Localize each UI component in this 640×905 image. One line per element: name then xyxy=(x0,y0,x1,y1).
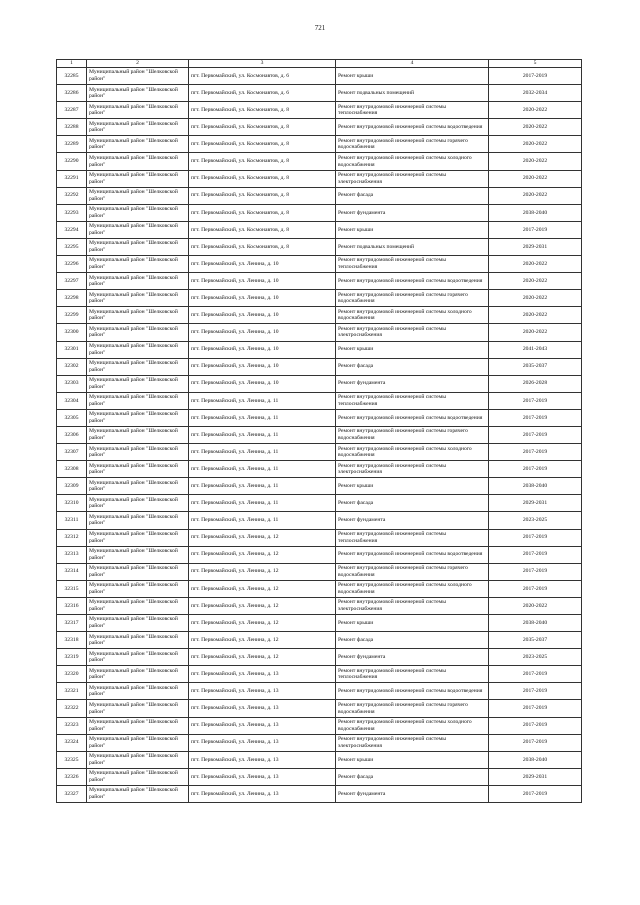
period-cell: 2035-2037 xyxy=(489,358,582,375)
table-row xyxy=(57,666,582,683)
table-row xyxy=(57,632,582,649)
row-number-cell: 32308 xyxy=(57,461,87,478)
row-number-cell: 32310 xyxy=(57,495,87,512)
address-cell: пгт. Первомайский, ул. Космонавтов, д. 8 xyxy=(189,119,336,136)
address-cell: пгт. Первомайский, ул. Космонавтов, д. 8 xyxy=(189,204,336,221)
period-cell: 2035-2037 xyxy=(489,632,582,649)
table-row xyxy=(57,290,582,307)
address-cell: пгт. Первомайский, ул. Ленина, д. 11 xyxy=(189,478,336,495)
work-type-cell: Ремонт внутридомовой инженерной системы электроснабжения xyxy=(336,461,489,478)
table-row xyxy=(57,785,582,802)
table-row xyxy=(57,649,582,666)
work-type-cell: Ремонт внутридомовой инженерной системы теплоснабжения xyxy=(336,529,489,546)
period-cell: 2017-2019 xyxy=(489,221,582,238)
row-number-cell: 32326 xyxy=(57,768,87,785)
municipality-cell: Муниципальный район "Шелковской район" xyxy=(87,68,189,85)
row-number-cell: 32298 xyxy=(57,290,87,307)
row-number-cell: 32300 xyxy=(57,324,87,341)
work-type-cell: Ремонт крыши xyxy=(336,221,489,238)
municipality-cell: Муниципальный район "Шелковской район" xyxy=(87,341,189,358)
repair-schedule-table xyxy=(56,59,582,803)
period-cell: 2032-2034 xyxy=(489,85,582,102)
address-cell: пгт. Первомайский, ул. Ленина, д. 12 xyxy=(189,529,336,546)
table-row xyxy=(57,358,582,375)
municipality-cell: Муниципальный район "Шелковской район" xyxy=(87,290,189,307)
municipality-cell: Муниципальный район "Шелковской район" xyxy=(87,666,189,683)
row-number-cell: 32297 xyxy=(57,273,87,290)
table-row xyxy=(57,546,582,563)
row-number-cell: 32291 xyxy=(57,170,87,187)
row-number-cell: 32305 xyxy=(57,409,87,426)
period-cell: 2038-2040 xyxy=(489,615,582,632)
period-cell: 2017-2019 xyxy=(489,529,582,546)
work-type-cell: Ремонт фундамента xyxy=(336,204,489,221)
work-type-cell: Ремонт фасада xyxy=(336,495,489,512)
table-row xyxy=(57,683,582,700)
period-cell: 2038-2040 xyxy=(489,478,582,495)
work-type-cell: Ремонт внутридомовой инженерной системы водоотведения xyxy=(336,546,489,563)
address-cell: пгт. Первомайский, ул. Ленина, д. 12 xyxy=(189,597,336,614)
table-row xyxy=(57,273,582,290)
table-header-row xyxy=(57,60,582,68)
work-type-cell: Ремонт внутридомовой инженерной системы теплоснабжения xyxy=(336,392,489,409)
row-number-cell: 32288 xyxy=(57,119,87,136)
address-cell: пгт. Первомайский, ул. Ленина, д. 11 xyxy=(189,512,336,529)
address-cell: пгт. Первомайский, ул. Ленина, д. 11 xyxy=(189,495,336,512)
table-row xyxy=(57,341,582,358)
address-cell: пгт. Первомайский, ул. Ленина, д. 10 xyxy=(189,290,336,307)
municipality-cell: Муниципальный район "Шелковской район" xyxy=(87,632,189,649)
period-cell: 2017-2019 xyxy=(489,785,582,802)
work-type-cell: Ремонт фасада xyxy=(336,187,489,204)
row-number-cell: 32290 xyxy=(57,153,87,170)
address-cell: пгт. Первомайский, ул. Ленина, д. 10 xyxy=(189,341,336,358)
work-type-cell: Ремонт внутридомовой инженерной системы водоотведения xyxy=(336,683,489,700)
row-number-cell: 32307 xyxy=(57,444,87,461)
address-cell: пгт. Первомайский, ул. Космонавтов, д. 8 xyxy=(189,170,336,187)
municipality-cell: Муниципальный район "Шелковской район" xyxy=(87,751,189,768)
row-number-cell: 32327 xyxy=(57,785,87,802)
municipality-cell: Муниципальный район "Шелковской район" xyxy=(87,102,189,119)
work-type-cell: Ремонт фасада xyxy=(336,632,489,649)
address-cell: пгт. Первомайский, ул. Ленина, д. 12 xyxy=(189,563,336,580)
row-number-cell: 32313 xyxy=(57,546,87,563)
period-cell: 2020-2022 xyxy=(489,153,582,170)
address-cell: пгт. Первомайский, ул. Ленина, д. 13 xyxy=(189,734,336,751)
municipality-cell: Муниципальный район "Шелковской район" xyxy=(87,768,189,785)
address-cell: пгт. Первомайский, ул. Ленина, д. 10 xyxy=(189,324,336,341)
table-row xyxy=(57,461,582,478)
work-type-cell: Ремонт внутридомовой инженерной системы теплоснабжения xyxy=(336,666,489,683)
row-number-cell: 32316 xyxy=(57,597,87,614)
table-row xyxy=(57,221,582,238)
period-cell: 2017-2019 xyxy=(489,426,582,443)
work-type-cell: Ремонт внутридомовой инженерной системы горячего водоснабжения xyxy=(336,290,489,307)
municipality-cell: Муниципальный район "Шелковской район" xyxy=(87,153,189,170)
period-cell: 2017-2019 xyxy=(489,68,582,85)
period-cell: 2038-2040 xyxy=(489,204,582,221)
period-cell: 2017-2019 xyxy=(489,546,582,563)
municipality-cell: Муниципальный район "Шелковской район" xyxy=(87,649,189,666)
work-type-cell: Ремонт подвальных помещений xyxy=(336,238,489,255)
column-header-1: 1 xyxy=(57,60,87,68)
address-cell: пгт. Первомайский, ул. Космонавтов, д. 8 xyxy=(189,153,336,170)
table-row xyxy=(57,751,582,768)
municipality-cell: Муниципальный район "Шелковской район" xyxy=(87,136,189,153)
table-row xyxy=(57,734,582,751)
municipality-cell: Муниципальный район "Шелковской район" xyxy=(87,700,189,717)
row-number-cell: 32321 xyxy=(57,683,87,700)
work-type-cell: Ремонт внутридомовой инженерной системы горячего водоснабжения xyxy=(336,136,489,153)
municipality-cell: Муниципальный район "Шелковской район" xyxy=(87,204,189,221)
row-number-cell: 32309 xyxy=(57,478,87,495)
column-header-5: 5 xyxy=(489,60,582,68)
municipality-cell: Муниципальный район "Шелковской район" xyxy=(87,563,189,580)
page-number: 721 xyxy=(314,24,326,32)
table-row xyxy=(57,238,582,255)
address-cell: пгт. Первомайский, ул. Ленина, д. 13 xyxy=(189,768,336,785)
municipality-cell: Муниципальный район "Шелковской район" xyxy=(87,580,189,597)
municipality-cell: Муниципальный район "Шелковской район" xyxy=(87,461,189,478)
table-row xyxy=(57,256,582,273)
table-row xyxy=(57,409,582,426)
row-number-cell: 32286 xyxy=(57,85,87,102)
period-cell: 2020-2022 xyxy=(489,290,582,307)
row-number-cell: 32312 xyxy=(57,529,87,546)
work-type-cell: Ремонт внутридомовой инженерной системы холодного водоснабжения xyxy=(336,717,489,734)
municipality-cell: Муниципальный район "Шелковской район" xyxy=(87,683,189,700)
work-type-cell: Ремонт внутридомовой инженерной системы горячего водоснабжения xyxy=(336,426,489,443)
work-type-cell: Ремонт внутридомовой инженерной системы холодного водоснабжения xyxy=(336,580,489,597)
table-row xyxy=(57,324,582,341)
row-number-cell: 32285 xyxy=(57,68,87,85)
period-cell: 2017-2019 xyxy=(489,683,582,700)
row-number-cell: 32311 xyxy=(57,512,87,529)
work-type-cell: Ремонт внутридомовой инженерной системы теплоснабжения xyxy=(336,102,489,119)
row-number-cell: 32322 xyxy=(57,700,87,717)
period-cell: 2029-2031 xyxy=(489,495,582,512)
column-header-2: 2 xyxy=(87,60,189,68)
period-cell: 2020-2022 xyxy=(489,119,582,136)
period-cell: 2017-2019 xyxy=(489,666,582,683)
municipality-cell: Муниципальный район "Шелковской район" xyxy=(87,85,189,102)
row-number-cell: 32287 xyxy=(57,102,87,119)
period-cell: 2017-2019 xyxy=(489,700,582,717)
table-row xyxy=(57,153,582,170)
table-row xyxy=(57,495,582,512)
period-cell: 2017-2019 xyxy=(489,409,582,426)
municipality-cell: Муниципальный район "Шелковской район" xyxy=(87,170,189,187)
municipality-cell: Муниципальный район "Шелковской район" xyxy=(87,324,189,341)
table-row xyxy=(57,85,582,102)
table-row xyxy=(57,478,582,495)
work-type-cell: Ремонт подвальных помещений xyxy=(336,85,489,102)
period-cell: 2029-2031 xyxy=(489,768,582,785)
municipality-cell: Муниципальный район "Шелковской район" xyxy=(87,187,189,204)
work-type-cell: Ремонт внутридомовой инженерной системы водоотведения xyxy=(336,119,489,136)
address-cell: пгт. Первомайский, ул. Ленина, д. 11 xyxy=(189,409,336,426)
work-type-cell: Ремонт крыши xyxy=(336,68,489,85)
table-row xyxy=(57,187,582,204)
period-cell: 2017-2019 xyxy=(489,717,582,734)
address-cell: пгт. Первомайский, ул. Космонавтов, д. 6 xyxy=(189,68,336,85)
work-type-cell: Ремонт внутридомовой инженерной системы электроснабжения xyxy=(336,734,489,751)
row-number-cell: 32303 xyxy=(57,375,87,392)
municipality-cell: Муниципальный район "Шелковской район" xyxy=(87,444,189,461)
table-row xyxy=(57,307,582,324)
work-type-cell: Ремонт фундамента xyxy=(336,512,489,529)
row-number-cell: 32318 xyxy=(57,632,87,649)
work-type-cell: Ремонт внутридомовой инженерной системы водоотведения xyxy=(336,273,489,290)
work-type-cell: Ремонт внутридомовой инженерной системы электроснабжения xyxy=(336,170,489,187)
table-row xyxy=(57,375,582,392)
row-number-cell: 32289 xyxy=(57,136,87,153)
work-type-cell: Ремонт внутридомовой инженерной системы холодного водоснабжения xyxy=(336,444,489,461)
row-number-cell: 32323 xyxy=(57,717,87,734)
row-number-cell: 32295 xyxy=(57,238,87,255)
work-type-cell: Ремонт внутридомовой инженерной системы водоотведения xyxy=(336,409,489,426)
address-cell: пгт. Первомайский, ул. Ленина, д. 10 xyxy=(189,273,336,290)
table-row xyxy=(57,392,582,409)
work-type-cell: Ремонт крыши xyxy=(336,478,489,495)
table-row xyxy=(57,717,582,734)
row-number-cell: 32325 xyxy=(57,751,87,768)
municipality-cell: Муниципальный район "Шелковской район" xyxy=(87,426,189,443)
period-cell: 2020-2022 xyxy=(489,102,582,119)
row-number-cell: 32304 xyxy=(57,392,87,409)
period-cell: 2020-2022 xyxy=(489,324,582,341)
table-row xyxy=(57,204,582,221)
row-number-cell: 32320 xyxy=(57,666,87,683)
work-type-cell: Ремонт внутридомовой инженерной системы холодного водоснабжения xyxy=(336,307,489,324)
row-number-cell: 32296 xyxy=(57,256,87,273)
address-cell: пгт. Первомайский, ул. Ленина, д. 10 xyxy=(189,256,336,273)
municipality-cell: Муниципальный район "Шелковской район" xyxy=(87,785,189,802)
work-type-cell: Ремонт внутридомовой инженерной системы горячего водоснабжения xyxy=(336,563,489,580)
table-row xyxy=(57,512,582,529)
address-cell: пгт. Первомайский, ул. Космонавтов, д. 8 xyxy=(189,238,336,255)
period-cell: 2038-2040 xyxy=(489,751,582,768)
address-cell: пгт. Первомайский, ул. Ленина, д. 13 xyxy=(189,785,336,802)
municipality-cell: Муниципальный район "Шелковской район" xyxy=(87,478,189,495)
work-type-cell: Ремонт внутридомовой инженерной системы горячего водоснабжения xyxy=(336,700,489,717)
column-header-3: 3 xyxy=(189,60,336,68)
row-number-cell: 32299 xyxy=(57,307,87,324)
municipality-cell: Муниципальный район "Шелковской район" xyxy=(87,358,189,375)
address-cell: пгт. Первомайский, ул. Космонавтов, д. 6 xyxy=(189,85,336,102)
municipality-cell: Муниципальный район "Шелковской район" xyxy=(87,256,189,273)
period-cell: 2041-2043 xyxy=(489,341,582,358)
municipality-cell: Муниципальный район "Шелковской район" xyxy=(87,273,189,290)
table-row xyxy=(57,597,582,614)
municipality-cell: Муниципальный район "Шелковской район" xyxy=(87,597,189,614)
municipality-cell: Муниципальный район "Шелковской район" xyxy=(87,392,189,409)
address-cell: пгт. Первомайский, ул. Ленина, д. 10 xyxy=(189,307,336,324)
row-number-cell: 32306 xyxy=(57,426,87,443)
municipality-cell: Муниципальный район "Шелковской район" xyxy=(87,512,189,529)
municipality-cell: Муниципальный район "Шелковской район" xyxy=(87,717,189,734)
period-cell: 2017-2019 xyxy=(489,461,582,478)
address-cell: пгт. Первомайский, ул. Космонавтов, д. 8 xyxy=(189,136,336,153)
municipality-cell: Муниципальный район "Шелковской район" xyxy=(87,409,189,426)
municipality-cell: Муниципальный район "Шелковской район" xyxy=(87,221,189,238)
row-number-cell: 32302 xyxy=(57,358,87,375)
period-cell: 2020-2022 xyxy=(489,307,582,324)
address-cell: пгт. Первомайский, ул. Ленина, д. 12 xyxy=(189,580,336,597)
address-cell: пгт. Первомайский, ул. Ленина, д. 13 xyxy=(189,683,336,700)
work-type-cell: Ремонт крыши xyxy=(336,615,489,632)
municipality-cell: Муниципальный район "Шелковской район" xyxy=(87,238,189,255)
table-row xyxy=(57,529,582,546)
work-type-cell: Ремонт крыши xyxy=(336,341,489,358)
municipality-cell: Муниципальный район "Шелковской район" xyxy=(87,615,189,632)
work-type-cell: Ремонт фасада xyxy=(336,358,489,375)
address-cell: пгт. Первомайский, ул. Ленина, д. 13 xyxy=(189,666,336,683)
work-type-cell: Ремонт внутридомовой инженерной системы теплоснабжения xyxy=(336,256,489,273)
work-type-cell: Ремонт внутридомовой инженерной системы электроснабжения xyxy=(336,324,489,341)
address-cell: пгт. Первомайский, ул. Ленина, д. 11 xyxy=(189,426,336,443)
period-cell: 2020-2022 xyxy=(489,597,582,614)
row-number-cell: 32315 xyxy=(57,580,87,597)
table-row xyxy=(57,170,582,187)
period-cell: 2020-2022 xyxy=(489,256,582,273)
table-row xyxy=(57,768,582,785)
table-row xyxy=(57,119,582,136)
municipality-cell: Муниципальный район "Шелковской район" xyxy=(87,529,189,546)
municipality-cell: Муниципальный район "Шелковской район" xyxy=(87,546,189,563)
period-cell: 2017-2019 xyxy=(489,580,582,597)
row-number-cell: 32314 xyxy=(57,563,87,580)
table-row xyxy=(57,102,582,119)
period-cell: 2023-2025 xyxy=(489,649,582,666)
work-type-cell: Ремонт фундамента xyxy=(336,649,489,666)
municipality-cell: Муниципальный район "Шелковской район" xyxy=(87,734,189,751)
table-row xyxy=(57,580,582,597)
table-row xyxy=(57,563,582,580)
work-type-cell: Ремонт фасада xyxy=(336,768,489,785)
table-body xyxy=(57,68,582,803)
address-cell: пгт. Первомайский, ул. Ленина, д. 12 xyxy=(189,632,336,649)
address-cell: пгт. Первомайский, ул. Ленина, д. 12 xyxy=(189,546,336,563)
period-cell: 2017-2019 xyxy=(489,392,582,409)
address-cell: пгт. Первомайский, ул. Ленина, д. 13 xyxy=(189,717,336,734)
row-number-cell: 32319 xyxy=(57,649,87,666)
address-cell: пгт. Первомайский, ул. Ленина, д. 10 xyxy=(189,375,336,392)
address-cell: пгт. Первомайский, ул. Ленина, д. 10 xyxy=(189,358,336,375)
address-cell: пгт. Первомайский, ул. Космонавтов, д. 8 xyxy=(189,221,336,238)
period-cell: 2017-2019 xyxy=(489,734,582,751)
work-type-cell: Ремонт внутридомовой инженерной системы холодного водоснабжения xyxy=(336,153,489,170)
period-cell: 2020-2022 xyxy=(489,273,582,290)
work-type-cell: Ремонт крыши xyxy=(336,751,489,768)
address-cell: пгт. Первомайский, ул. Ленина, д. 13 xyxy=(189,700,336,717)
address-cell: пгт. Первомайский, ул. Ленина, д. 11 xyxy=(189,392,336,409)
address-cell: пгт. Первомайский, ул. Ленина, д. 11 xyxy=(189,444,336,461)
column-header-4: 4 xyxy=(336,60,489,68)
address-cell: пгт. Первомайский, ул. Ленина, д. 13 xyxy=(189,751,336,768)
work-type-cell: Ремонт фундамента xyxy=(336,375,489,392)
row-number-cell: 32301 xyxy=(57,341,87,358)
work-type-cell: Ремонт внутридомовой инженерной системы электроснабжения xyxy=(336,597,489,614)
table-row xyxy=(57,68,582,85)
period-cell: 2023-2025 xyxy=(489,512,582,529)
period-cell: 2017-2019 xyxy=(489,563,582,580)
table-row xyxy=(57,444,582,461)
table-row xyxy=(57,700,582,717)
address-cell: пгт. Первомайский, ул. Космонавтов, д. 8 xyxy=(189,102,336,119)
period-cell: 2026-2028 xyxy=(489,375,582,392)
period-cell: 2029-2031 xyxy=(489,238,582,255)
row-number-cell: 32317 xyxy=(57,615,87,632)
row-number-cell: 32293 xyxy=(57,204,87,221)
address-cell: пгт. Первомайский, ул. Космонавтов, д. 8 xyxy=(189,187,336,204)
address-cell: пгт. Первомайский, ул. Ленина, д. 11 xyxy=(189,461,336,478)
table-row xyxy=(57,136,582,153)
work-type-cell: Ремонт фундамента xyxy=(336,785,489,802)
period-cell: 2020-2022 xyxy=(489,187,582,204)
table-row xyxy=(57,426,582,443)
row-number-cell: 32294 xyxy=(57,221,87,238)
address-cell: пгт. Первомайский, ул. Ленина, д. 12 xyxy=(189,649,336,666)
municipality-cell: Муниципальный район "Шелковской район" xyxy=(87,307,189,324)
period-cell: 2020-2022 xyxy=(489,136,582,153)
period-cell: 2020-2022 xyxy=(489,170,582,187)
address-cell: пгт. Первомайский, ул. Ленина, д. 12 xyxy=(189,615,336,632)
municipality-cell: Муниципальный район "Шелковской район" xyxy=(87,119,189,136)
row-number-cell: 32292 xyxy=(57,187,87,204)
table-row xyxy=(57,615,582,632)
row-number-cell: 32324 xyxy=(57,734,87,751)
period-cell: 2017-2019 xyxy=(489,444,582,461)
municipality-cell: Муниципальный район "Шелковской район" xyxy=(87,375,189,392)
municipality-cell: Муниципальный район "Шелковской район" xyxy=(87,495,189,512)
